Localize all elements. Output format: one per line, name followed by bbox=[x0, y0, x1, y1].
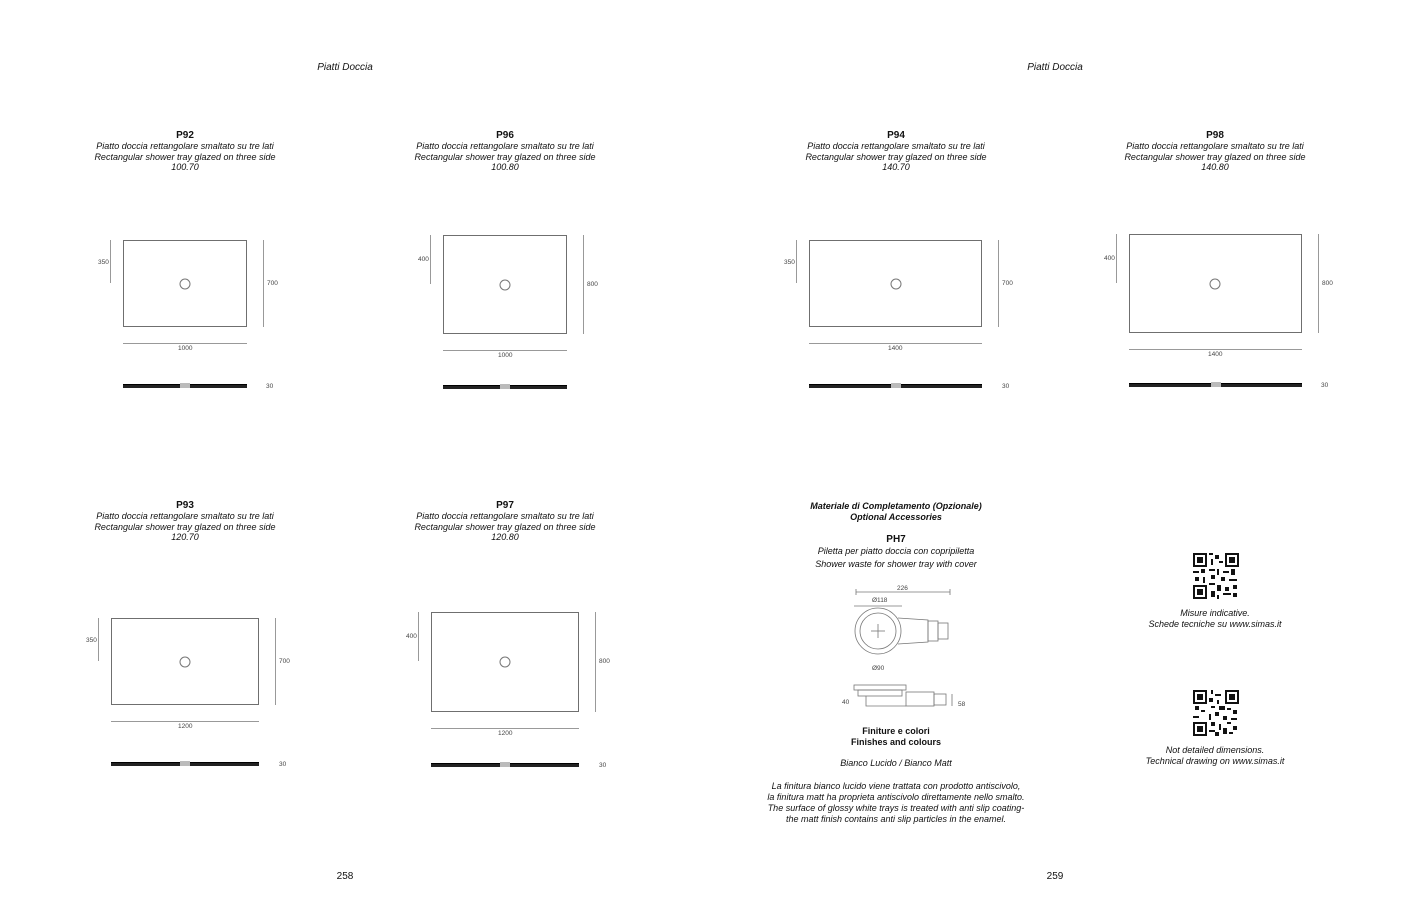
product-desc-en: Rectangular shower tray glazed on three side bbox=[94, 521, 276, 532]
waste-dim-diameter-top: Ø118 bbox=[872, 597, 888, 604]
dim-line-width bbox=[111, 721, 259, 722]
qr-text-line1: Not detailed dimensions. bbox=[1165, 745, 1265, 755]
dim-line-half bbox=[430, 235, 431, 284]
finish-note-line: the matt finish contains anti slip particles in the enamel. bbox=[785, 814, 1007, 824]
accessory-code: PH7 bbox=[886, 534, 906, 545]
product-block-p98 bbox=[1085, 131, 1345, 173]
page-header-right: Piatti Doccia bbox=[1027, 62, 1083, 73]
drain-icon bbox=[500, 657, 511, 668]
product-block-p94 bbox=[766, 131, 1026, 173]
finish-note-line: la finitura matt ha proprieta antiscivolo direttamente nello smalto. bbox=[767, 792, 1025, 802]
dim-depth: 30 bbox=[279, 761, 287, 768]
qr-text-line1: Misure indicative. bbox=[1180, 608, 1250, 618]
page-number-right: 259 bbox=[1046, 871, 1064, 882]
waste-dim-height-right: 58 bbox=[958, 701, 966, 708]
dim-line-half bbox=[98, 618, 99, 661]
finishes-title-it: Finiture e colori bbox=[862, 726, 930, 736]
accessory-desc-en: Shower waste for shower tray with cover bbox=[815, 559, 977, 569]
product-code: P92 bbox=[176, 130, 194, 141]
dim-line-length bbox=[263, 240, 264, 327]
product-code: P93 bbox=[176, 500, 194, 511]
dim-half: 350 bbox=[98, 259, 109, 266]
product-size: 120.70 bbox=[171, 532, 199, 543]
dim-line-length bbox=[998, 240, 999, 327]
dim-width: 1200 bbox=[178, 723, 193, 730]
shower-waste-drawing bbox=[840, 582, 970, 714]
finish-note-line: The surface of glossy white trays is treated with anti slip coating- bbox=[767, 803, 1025, 813]
product-block-p96 bbox=[375, 131, 635, 173]
dim-line-length bbox=[275, 618, 276, 705]
dim-line-half bbox=[1116, 234, 1117, 283]
product-code: P98 bbox=[1206, 130, 1224, 141]
page-header-left: Piatti Doccia bbox=[317, 62, 373, 73]
product-desc-en: Rectangular shower tray glazed on three side bbox=[1124, 151, 1306, 162]
page-number-left: 258 bbox=[336, 871, 354, 882]
dim-width: 1400 bbox=[888, 345, 903, 352]
dim-line-width bbox=[809, 343, 982, 344]
product-size: 100.70 bbox=[171, 162, 199, 173]
tray-profile bbox=[1129, 383, 1302, 387]
product-block-p93 bbox=[55, 501, 315, 543]
product-desc-it: Piatto doccia rettangolare smaltato su tre lati bbox=[416, 141, 594, 152]
tray-profile bbox=[111, 762, 259, 766]
dim-line-width bbox=[443, 350, 567, 351]
tray-profile bbox=[443, 385, 567, 389]
finish-note-line: La finitura bianco lucido viene trattata con prodotto antiscivolo, bbox=[771, 781, 1021, 791]
waste-dim-height-left: 40 bbox=[842, 699, 850, 706]
dim-width: 1400 bbox=[1208, 351, 1223, 358]
drain-icon bbox=[180, 657, 191, 668]
tray-profile bbox=[431, 763, 579, 767]
dim-half: 400 bbox=[418, 256, 429, 263]
dim-depth: 30 bbox=[1002, 383, 1010, 390]
dim-length: 700 bbox=[1002, 280, 1013, 287]
product-desc-it: Piatto doccia rettangolare smaltato su tre lati bbox=[416, 511, 594, 522]
dim-length: 700 bbox=[279, 658, 290, 665]
tray-profile bbox=[809, 384, 982, 388]
product-block-p97 bbox=[375, 501, 635, 543]
accessories-title-it: Materiale di Completamento (Opzionale) bbox=[810, 501, 982, 511]
product-desc-it: Piatto doccia rettangolare smaltato su tre lati bbox=[96, 141, 274, 152]
product-desc-en: Rectangular shower tray glazed on three side bbox=[414, 151, 596, 162]
dim-width: 1000 bbox=[498, 352, 513, 359]
drain-icon bbox=[891, 279, 902, 290]
product-desc-en: Rectangular shower tray glazed on three side bbox=[414, 521, 596, 532]
product-desc-it: Piatto doccia rettangolare smaltato su tre lati bbox=[807, 141, 985, 152]
dim-half: 350 bbox=[784, 259, 795, 266]
dim-line-length bbox=[583, 235, 584, 334]
waste-dim-length: 226 bbox=[897, 585, 908, 592]
dim-line-half bbox=[418, 612, 419, 661]
qr-text-line2: Technical drawing on www.simas.it bbox=[1145, 756, 1285, 766]
dim-line-width bbox=[431, 728, 579, 729]
dim-line-width bbox=[1129, 349, 1302, 350]
product-desc-it: Piatto doccia rettangolare smaltato su tre lati bbox=[1126, 141, 1304, 152]
dim-line-width bbox=[123, 343, 247, 344]
product-desc-it: Piatto doccia rettangolare smaltato su tre lati bbox=[96, 511, 274, 522]
product-code: P96 bbox=[496, 130, 514, 141]
dim-half: 350 bbox=[86, 637, 97, 644]
dim-line-half bbox=[110, 240, 111, 283]
dim-length: 800 bbox=[599, 658, 610, 665]
product-desc-en: Rectangular shower tray glazed on three side bbox=[805, 151, 987, 162]
dim-width: 1000 bbox=[178, 345, 193, 352]
qr-code-icon[interactable] bbox=[1193, 690, 1239, 736]
dim-length: 800 bbox=[587, 281, 598, 288]
product-code: P94 bbox=[887, 130, 905, 141]
dim-depth: 30 bbox=[266, 383, 274, 390]
tray-profile bbox=[123, 384, 247, 388]
finishes-colors: Bianco Lucido / Bianco Matt bbox=[840, 758, 952, 768]
product-size: 100.80 bbox=[491, 162, 519, 173]
dim-line-half bbox=[796, 240, 797, 283]
dim-half: 400 bbox=[1104, 255, 1115, 262]
product-code: P97 bbox=[496, 500, 514, 511]
dim-length: 800 bbox=[1322, 280, 1333, 287]
accessory-desc-it: Piletta per piatto doccia con copripiletta bbox=[817, 546, 975, 556]
product-size: 140.70 bbox=[882, 162, 910, 173]
drain-icon bbox=[180, 279, 191, 290]
qr-code-icon[interactable] bbox=[1193, 553, 1239, 599]
qr-text-line2: Schede tecniche su www.simas.it bbox=[1148, 619, 1282, 629]
product-size: 120.80 bbox=[491, 532, 519, 543]
dim-half: 400 bbox=[406, 633, 417, 640]
dim-length: 700 bbox=[267, 280, 278, 287]
waste-dim-diameter-bottom: Ø90 bbox=[872, 665, 885, 672]
dim-depth: 30 bbox=[599, 762, 607, 769]
dim-line-length bbox=[595, 612, 596, 712]
dim-width: 1200 bbox=[498, 730, 513, 737]
drain-icon bbox=[1210, 279, 1221, 290]
accessories-title-en: Optional Accessories bbox=[850, 512, 942, 522]
finishes-title-en: Finishes and colours bbox=[850, 737, 942, 747]
drain-icon bbox=[500, 280, 511, 291]
product-desc-en: Rectangular shower tray glazed on three side bbox=[94, 151, 276, 162]
product-block-p92 bbox=[55, 131, 315, 173]
dim-line-length bbox=[1318, 234, 1319, 333]
product-size: 140.80 bbox=[1201, 162, 1229, 173]
dim-depth: 30 bbox=[1321, 382, 1329, 389]
